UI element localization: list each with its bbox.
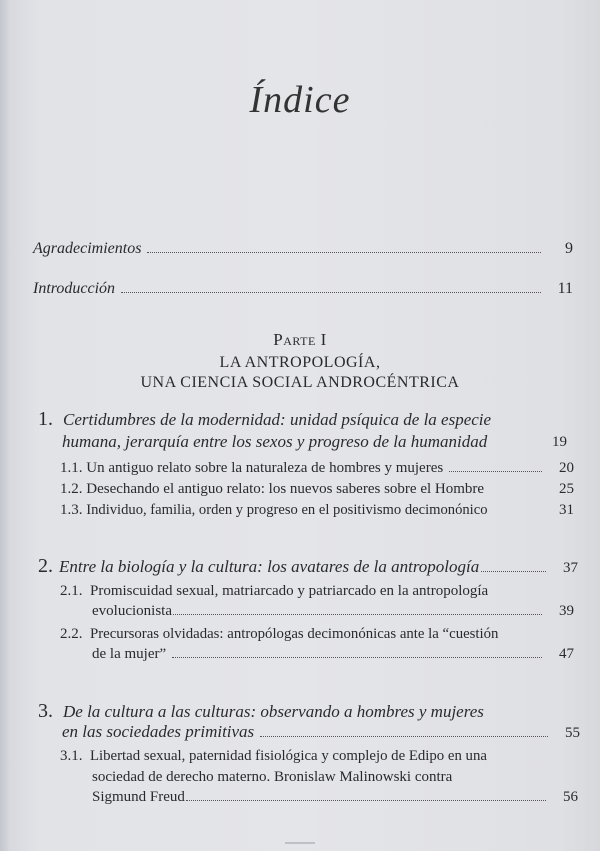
section-page: 39: [559, 603, 574, 619]
section-title-line2: de la mujer”: [92, 646, 167, 662]
part-heading: Parte I: [273, 330, 327, 349]
toc-entry-label: Agradecimientos: [33, 240, 142, 257]
section-1-3: [60, 502, 574, 519]
section-3-1-line3: [92, 789, 578, 806]
section-title: Un antiguo relato sobre la naturaleza de hombres y mujeres: [86, 460, 444, 476]
section-page: 25: [559, 481, 574, 497]
toc-entry-page: 11: [557, 280, 573, 297]
chapter-3-title: [38, 700, 484, 723]
section-3-1-line2: sociedad de derecho materno. Bronislaw Malinowski contra: [92, 769, 453, 785]
toc-entry-introduccion: [33, 280, 573, 298]
section-title: Desechando el antiguo relato: los nuevos saberes sobre el Hombre: [86, 481, 485, 497]
section-page: 47: [559, 646, 574, 662]
section-title-line1: Promiscuidad sexual, matriarcado y patriarcado en la antropología: [90, 583, 489, 599]
chapter-title-line1: Certidumbres de la modernidad: unidad psíquica de la especie: [63, 410, 492, 429]
chapter-number: 2.: [38, 555, 53, 577]
section-2-1-line2: [92, 603, 574, 620]
page-title: Índice: [249, 79, 351, 121]
section-title-line1: Libertad sexual, paternidad fisiológica y complejo de Edipo en una: [90, 748, 487, 764]
section-3-1-line1: [60, 748, 487, 765]
section-2-2-line2: [92, 646, 574, 663]
dot-leader: [121, 292, 541, 293]
chapter-title-line1: De la cultura a las culturas: observando a hombres y mujeres: [63, 702, 484, 721]
section-1-2: [60, 481, 574, 498]
chapter-number: 1.: [38, 408, 53, 430]
section-page: 31: [559, 502, 574, 518]
dot-leader: [186, 800, 546, 801]
section-number: 2.1.: [60, 583, 83, 599]
chapter-3-page: 55: [565, 725, 580, 741]
dot-leader: [449, 471, 542, 472]
chapter-2-page: 37: [563, 560, 578, 576]
chapter-number: 3.: [38, 700, 53, 722]
part-subtitle-line1: LA ANTROPOLOGÍA,: [219, 354, 381, 371]
chapter-title-line1: Entre la biología y la cultura: los avatares de la antropología: [59, 557, 480, 576]
section-1-1: [60, 460, 574, 477]
section-number: 1.1.: [60, 460, 83, 476]
chapter-3-line2: [62, 722, 580, 742]
section-title-line1: Precursoras olvidadas: antropólogas decimonónicas ante la “cuestión: [90, 626, 499, 642]
dot-leader: [172, 657, 542, 658]
section-number: 2.2.: [60, 626, 83, 642]
section-title-line2: evolucionista: [92, 603, 172, 619]
section-title: Individuo, familia, orden y progreso en el positivismo decimonónico: [86, 502, 488, 518]
dot-leader: [260, 736, 548, 737]
dot-leader: [481, 571, 546, 572]
chapter-1-page: 19: [552, 434, 567, 450]
dot-leader: [147, 252, 541, 253]
toc-entry-agradecimientos: [33, 240, 573, 258]
section-page: 20: [559, 460, 574, 476]
part-subtitle-line2: UNA CIENCIA SOCIAL ANDROCÉNTRICA: [140, 374, 460, 391]
section-title-line3: Sigmund Freud: [92, 789, 185, 805]
section-number: 1.2.: [60, 481, 83, 497]
chapter-2-title: [38, 555, 578, 578]
chapter-1-title: [38, 408, 491, 431]
section-2-2-line1: [60, 626, 498, 643]
section-number: 1.3.: [60, 502, 83, 518]
toc-entry-page: 9: [565, 240, 573, 257]
section-number: 3.1.: [60, 748, 83, 764]
toc-entry-label: Introducción: [33, 280, 116, 297]
section-page: 56: [563, 789, 578, 805]
section-2-1-line1: [60, 583, 488, 600]
chapter-title-line2: en las sociedades primitivas: [62, 722, 255, 741]
dot-leader: [173, 614, 542, 615]
chapter-title-line2: humana, jerarquía entre los sexos y progreso de la humanidad: [62, 432, 488, 451]
page-edge-mark: [285, 842, 315, 844]
